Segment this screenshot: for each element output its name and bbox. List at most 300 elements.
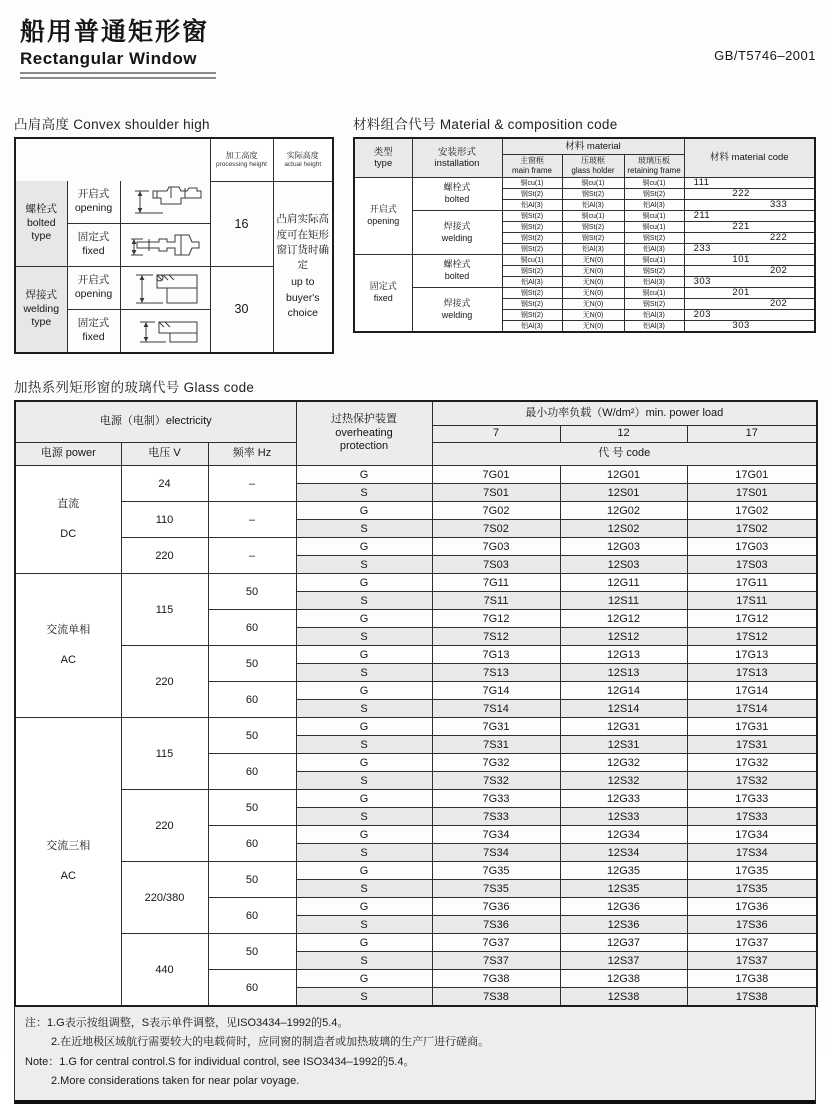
- glass-code-7-cell: 7G11: [432, 574, 560, 592]
- glass-holder-material-cell: 钢St(2): [562, 222, 624, 233]
- glass-code-17-cell: 17S35: [687, 880, 817, 898]
- material-install-cell: 螺栓式 bolted: [412, 178, 502, 211]
- main-frame-material-cell: 铝Al(3): [502, 277, 562, 288]
- main-frame-material-cell: 钢St(2): [502, 222, 562, 233]
- glass-code-17-cell: 17G34: [687, 826, 817, 844]
- material-header-type: [354, 138, 412, 178]
- glass-code-12-cell: 12S32: [560, 772, 687, 790]
- glass-power-cell: 交流单相 AC: [15, 574, 121, 718]
- glass-protection-cell: S: [296, 916, 432, 934]
- glass-row: [15, 502, 817, 520]
- title-underline: [20, 72, 216, 79]
- fixed-mode-cell: [67, 224, 120, 267]
- retaining-frame-label-en: retaining frame: [627, 166, 681, 175]
- glass-code-table: [14, 400, 818, 1007]
- glass-code-12-cell: 12G12: [560, 610, 687, 628]
- glass-code-17-cell: 17G37: [687, 934, 817, 952]
- convex-section-title: 凸肩高度 Convex shoulder high: [14, 117, 210, 132]
- bolted-opening-diagram: [120, 181, 210, 224]
- glass-protection-cell: S: [296, 880, 432, 898]
- glass-protection-cell: G: [296, 790, 432, 808]
- glass-protection-cell: G: [296, 502, 432, 520]
- glass-code-17-cell: 17S33: [687, 808, 817, 826]
- protection-label-en2: protection: [339, 440, 389, 453]
- fixed-label-en: fixed: [82, 245, 105, 257]
- note-line-zh-1: 注：1.G表示按组调整，S表示单件调整，见ISO3434–1992的5.4。: [25, 1017, 349, 1029]
- glass-code-17-cell: 17S31: [687, 736, 817, 754]
- glass-code-7-cell: 7S37: [432, 952, 560, 970]
- material-code-value: 202: [684, 299, 815, 310]
- glass-code-12-cell: 12G32: [560, 754, 687, 772]
- glass-holder-material-cell: 钢St(2): [562, 189, 624, 200]
- glass-code-17-cell: 17S14: [687, 700, 817, 718]
- glass-code-12-cell: 12S02: [560, 520, 687, 538]
- main-frame-material-cell: 铝Al(3): [502, 200, 562, 211]
- glass-code-17-cell: 17S38: [687, 988, 817, 1007]
- title-block: [14, 10, 216, 79]
- material-row: [354, 211, 815, 222]
- glass-code-12-cell: 12S36: [560, 916, 687, 934]
- glass-code-7-cell: 7S34: [432, 844, 560, 862]
- note-line-zh-2: 2.在近地极区域航行需要较大的电载荷时，应同窗的制造者或加热玻璃的生产厂进行磋商。: [51, 1036, 490, 1049]
- main-frame-material-cell: 铜cu(1): [502, 178, 562, 189]
- glass-row: [15, 862, 817, 880]
- glass-code-12-cell: 12S12: [560, 628, 687, 646]
- glass-code-12-cell: 12S35: [560, 880, 687, 898]
- welding-type-en: welding type: [23, 302, 60, 329]
- glass-row: [15, 718, 817, 736]
- glass-protection-cell: S: [296, 700, 432, 718]
- retaining-frame-material-cell: 铝Al(3): [624, 310, 684, 321]
- glass-code-12-cell: 12S03: [560, 556, 687, 574]
- glass-protection-cell: S: [296, 628, 432, 646]
- fixed-mode-cell: [67, 310, 120, 354]
- glass-code-12-cell: 12S13: [560, 664, 687, 682]
- glass-row: [15, 790, 817, 808]
- glass-code-7-cell: 7G14: [432, 682, 560, 700]
- material-type-cell: 开启式 opening: [354, 178, 412, 255]
- opening-mode-cell: [67, 267, 120, 310]
- material-install-cell: 焊接式 welding: [412, 211, 502, 255]
- glass-code-12-cell: 12G37: [560, 934, 687, 952]
- glass-code-12-cell: 12G02: [560, 502, 687, 520]
- glass-protection-cell: S: [296, 844, 432, 862]
- glass-protection-cell: S: [296, 556, 432, 574]
- material-header-material: 材料 material: [502, 138, 684, 155]
- glass-code-12-cell: 12G33: [560, 790, 687, 808]
- opening-mode-cell: [67, 181, 120, 224]
- convex-header-actual: [273, 138, 333, 181]
- glass-code-7-cell: 7S36: [432, 916, 560, 934]
- material-header-glass-holder: [562, 155, 624, 178]
- processing-height-label-zh: 加工高度: [225, 150, 258, 160]
- convex-section: [14, 113, 335, 354]
- glass-protection-cell: G: [296, 898, 432, 916]
- glass-header-code: 代 号 code: [432, 443, 817, 466]
- welding-type-zh: 焊接式: [25, 289, 57, 302]
- glass-code-17-cell: 17G31: [687, 718, 817, 736]
- bolted-type-cell: [15, 181, 67, 267]
- glass-code-7-cell: 7S13: [432, 664, 560, 682]
- retaining-frame-material-cell: 铜cu(1): [624, 178, 684, 189]
- actual-height-note-cell: [273, 181, 333, 353]
- glass-header-frequency: 频率 Hz: [208, 443, 296, 466]
- glass-protection-cell: G: [296, 538, 432, 556]
- welding-height-value: 30: [210, 267, 273, 354]
- glass-row: [15, 934, 817, 952]
- glass-row: [15, 538, 817, 556]
- glass-frequency-cell: 60: [208, 754, 296, 790]
- glass-code-17-cell: 17G32: [687, 754, 817, 772]
- material-code-value: 221: [684, 222, 815, 233]
- glass-protection-cell: S: [296, 808, 432, 826]
- glass-protection-cell: G: [296, 718, 432, 736]
- glass-protection-cell: G: [296, 754, 432, 772]
- retaining-frame-label-zh: 玻璃压板: [638, 156, 670, 166]
- glass-code-7-cell: 7G34: [432, 826, 560, 844]
- glass-code-17-cell: 17S13: [687, 664, 817, 682]
- retaining-frame-material-cell: 钢St(2): [624, 189, 684, 200]
- material-header-main-frame: [502, 155, 562, 178]
- main-frame-material-cell: 铝Al(3): [502, 321, 562, 333]
- opening-label-en: opening: [74, 288, 113, 300]
- glass-code-12-cell: 12S31: [560, 736, 687, 754]
- bolted-type-en: bolted type: [26, 216, 56, 243]
- glass-header-load-17: 17: [687, 426, 817, 443]
- glass-protection-cell: S: [296, 772, 432, 790]
- glass-code-7-cell: 7G03: [432, 538, 560, 556]
- glass-voltage-cell: 110: [121, 502, 208, 538]
- glass-header-min-power-load: 最小功率负载（W/dm²）min. power load: [432, 401, 817, 426]
- glass-code-12-cell: 12S14: [560, 700, 687, 718]
- material-code-value: 303: [684, 277, 815, 288]
- page-title-en: Rectangular Window: [20, 49, 197, 68]
- glass-code-7-cell: 7G35: [432, 862, 560, 880]
- glass-code-section: [14, 376, 816, 1104]
- glass-code-7-cell: 7G33: [432, 790, 560, 808]
- main-frame-material-cell: 钢St(2): [502, 233, 562, 244]
- fixed-label-zh: 固定式: [77, 317, 110, 330]
- glass-code-7-cell: 7G12: [432, 610, 560, 628]
- glass-code-17-cell: 17G14: [687, 682, 817, 700]
- retaining-frame-material-cell: 钢St(2): [624, 233, 684, 244]
- main-frame-label-en: main frame: [511, 166, 552, 175]
- main-frame-material-cell: 钢St(2): [502, 189, 562, 200]
- glass-holder-material-cell: 铝Al(3): [562, 200, 624, 211]
- glass-code-12-cell: 12S11: [560, 592, 687, 610]
- material-header-installation: [412, 138, 502, 178]
- glass-code-17-cell: 17S37: [687, 952, 817, 970]
- glass-header-protection: [296, 401, 432, 466]
- glass-code-12-cell: 12G31: [560, 718, 687, 736]
- notes-box: [14, 1007, 816, 1104]
- glass-code-7-cell: 7G38: [432, 970, 560, 988]
- glass-voltage-cell: 220/380: [121, 862, 208, 934]
- glass-code-17-cell: 17G11: [687, 574, 817, 592]
- glass-holder-material-cell: 无N(0): [562, 266, 624, 277]
- fixed-label-en: fixed: [82, 331, 105, 343]
- glass-code-7-cell: 7G13: [432, 646, 560, 664]
- glass-holder-label-en: glass holder: [571, 166, 615, 175]
- glass-protection-cell: S: [296, 484, 432, 502]
- glass-frequency-cell: 60: [208, 898, 296, 934]
- glass-protection-cell: G: [296, 466, 432, 484]
- glass-holder-label-zh: 压玻框: [581, 156, 605, 166]
- material-install-cell: 螺栓式 bolted: [412, 255, 502, 288]
- glass-code-12-cell: 12S38: [560, 988, 687, 1007]
- bolted-type-zh: 螺栓式: [25, 203, 57, 216]
- glass-frequency-cell: 50: [208, 862, 296, 898]
- glass-header-voltage: 电压 V: [121, 443, 208, 466]
- main-frame-material-cell: 铜cu(1): [502, 255, 562, 266]
- glass-frequency-cell: 60: [208, 826, 296, 862]
- glass-code-7-cell: 7S31: [432, 736, 560, 754]
- glass-protection-cell: S: [296, 736, 432, 754]
- material-row: [354, 288, 815, 299]
- glass-code-17-cell: 17G02: [687, 502, 817, 520]
- glass-code-7-cell: 7S32: [432, 772, 560, 790]
- glass-frequency-cell: –: [208, 502, 296, 538]
- glass-frequency-cell: –: [208, 466, 296, 502]
- glass-code-17-cell: 17S03: [687, 556, 817, 574]
- glass-holder-material-cell: 铜cu(1): [562, 178, 624, 189]
- material-code-value: 233: [684, 244, 815, 255]
- welding-opening-diagram: [120, 267, 210, 310]
- glass-code-12-cell: 12S33: [560, 808, 687, 826]
- glass-code-12-cell: 12S01: [560, 484, 687, 502]
- glass-code-7-cell: 7S03: [432, 556, 560, 574]
- glass-code-17-cell: 17S34: [687, 844, 817, 862]
- glass-power-cell: 直流 DC: [15, 466, 121, 574]
- glass-holder-material-cell: 无N(0): [562, 288, 624, 299]
- material-row: [354, 178, 815, 189]
- processing-height-label-en: processing height: [216, 160, 267, 168]
- glass-code-12-cell: 12G13: [560, 646, 687, 664]
- glass-code-17-cell: 17G35: [687, 862, 817, 880]
- glass-holder-material-cell: 无N(0): [562, 255, 624, 266]
- bolted-fixed-diagram: [120, 224, 210, 267]
- opening-label-en: opening: [74, 202, 113, 214]
- glass-frequency-cell: 50: [208, 718, 296, 754]
- glass-code-17-cell: 17G33: [687, 790, 817, 808]
- convex-header-processing: [210, 138, 273, 181]
- main-frame-material-cell: 钢St(2): [502, 288, 562, 299]
- material-code-value: 303: [684, 321, 815, 333]
- glass-protection-cell: S: [296, 520, 432, 538]
- glass-code-7-cell: 7G36: [432, 898, 560, 916]
- opening-label-zh: 开启式: [77, 188, 110, 201]
- installation-label-zh: 安装形式: [437, 146, 476, 158]
- material-section: [353, 113, 816, 333]
- glass-section-title: 加热系列矩形窗的玻璃代号 Glass code: [14, 380, 255, 395]
- glass-code-12-cell: 12G11: [560, 574, 687, 592]
- page-header: [14, 10, 816, 79]
- protection-label-zh: 过热保护装置: [331, 412, 397, 425]
- fixed-label-zh: 固定式: [77, 231, 110, 244]
- glass-protection-cell: G: [296, 610, 432, 628]
- material-install-cell: 焊接式 welding: [412, 288, 502, 333]
- glass-holder-material-cell: 无N(0): [562, 277, 624, 288]
- glass-code-17-cell: 17S02: [687, 520, 817, 538]
- glass-code-17-cell: 17S36: [687, 916, 817, 934]
- opening-label-zh: 开启式: [77, 274, 110, 287]
- glass-header-power: 电源 power: [15, 443, 121, 466]
- retaining-frame-material-cell: 铜cu(1): [624, 288, 684, 299]
- glass-code-17-cell: 17G01: [687, 466, 817, 484]
- glass-frequency-cell: 50: [208, 790, 296, 826]
- page-title-zh: 船用普通矩形窗: [20, 18, 210, 46]
- glass-code-7-cell: 7S12: [432, 628, 560, 646]
- material-section-title: 材料组合代号 Material & composition code: [353, 117, 618, 132]
- main-frame-material-cell: 钢St(2): [502, 266, 562, 277]
- convex-header-blank: [15, 138, 210, 181]
- glass-code-7-cell: 7S35: [432, 880, 560, 898]
- retaining-frame-material-cell: 铜cu(1): [624, 222, 684, 233]
- glass-protection-cell: G: [296, 862, 432, 880]
- material-code-value: 211: [684, 211, 815, 222]
- main-frame-material-cell: 钢St(2): [502, 244, 562, 255]
- main-frame-material-cell: 钢St(2): [502, 299, 562, 310]
- bolted-height-value: 16: [210, 181, 273, 267]
- retaining-frame-material-cell: 铝Al(3): [624, 244, 684, 255]
- glass-holder-material-cell: 无N(0): [562, 299, 624, 310]
- material-type-cell: 固定式 fixed: [354, 255, 412, 333]
- retaining-frame-material-cell: 铜cu(1): [624, 255, 684, 266]
- glass-holder-material-cell: 铝Al(3): [562, 244, 624, 255]
- protection-label-en1: overheating: [335, 426, 393, 439]
- glass-protection-cell: S: [296, 664, 432, 682]
- glass-frequency-cell: 60: [208, 610, 296, 646]
- actual-height-label-en: actual height: [284, 160, 322, 168]
- material-code-value: 101: [684, 255, 815, 266]
- glass-voltage-cell: 24: [121, 466, 208, 502]
- material-code-value: 201: [684, 288, 815, 299]
- glass-code-12-cell: 12S34: [560, 844, 687, 862]
- glass-code-7-cell: 7S14: [432, 700, 560, 718]
- actual-height-label-zh: 实际高度: [286, 150, 319, 160]
- glass-protection-cell: G: [296, 934, 432, 952]
- welding-type-cell: [15, 267, 67, 354]
- glass-code-7-cell: 7S33: [432, 808, 560, 826]
- retaining-frame-material-cell: 钢St(2): [624, 299, 684, 310]
- glass-code-7-cell: 7S11: [432, 592, 560, 610]
- welding-fixed-diagram: [120, 310, 210, 354]
- glass-protection-cell: G: [296, 970, 432, 988]
- glass-protection-cell: S: [296, 592, 432, 610]
- glass-code-7-cell: 7G02: [432, 502, 560, 520]
- installation-label-en: installation: [434, 158, 480, 169]
- glass-code-17-cell: 17S01: [687, 484, 817, 502]
- glass-code-7-cell: 7S02: [432, 520, 560, 538]
- material-code-table: [353, 137, 816, 333]
- note-line-en-2: 2.More considerations taken for near polar voyage.: [51, 1074, 300, 1087]
- actual-note-zh: 凸肩实际高度可在矩形窗订货时确定: [276, 213, 329, 272]
- material-code-value: 202: [684, 266, 815, 277]
- glass-voltage-cell: 220: [121, 538, 208, 574]
- glass-header-load-7: 7: [432, 426, 560, 443]
- glass-frequency-cell: 50: [208, 646, 296, 682]
- glass-holder-material-cell: 无N(0): [562, 321, 624, 333]
- glass-voltage-cell: 220: [121, 646, 208, 718]
- glass-frequency-cell: 60: [208, 970, 296, 1007]
- glass-code-12-cell: 12G38: [560, 970, 687, 988]
- glass-row: [15, 574, 817, 592]
- glass-frequency-cell: 50: [208, 934, 296, 970]
- material-code-value: 333: [684, 200, 815, 211]
- glass-code-17-cell: 17S12: [687, 628, 817, 646]
- retaining-frame-material-cell: 铜cu(1): [624, 211, 684, 222]
- glass-header-load-12: 12: [560, 426, 687, 443]
- glass-code-12-cell: 12G01: [560, 466, 687, 484]
- glass-holder-material-cell: 铜cu(1): [562, 211, 624, 222]
- glass-row: [15, 466, 817, 484]
- material-code-value: 222: [684, 189, 815, 200]
- glass-code-7-cell: 7G01: [432, 466, 560, 484]
- glass-code-7-cell: 7S01: [432, 484, 560, 502]
- glass-code-17-cell: 17G38: [687, 970, 817, 988]
- glass-protection-cell: G: [296, 646, 432, 664]
- retaining-frame-material-cell: 钢St(2): [624, 266, 684, 277]
- glass-power-cell: 交流三相 AC: [15, 718, 121, 1007]
- main-frame-material-cell: 钢St(2): [502, 211, 562, 222]
- glass-header-electricity: 电源（电制）electricity: [15, 401, 296, 443]
- glass-code-17-cell: 17G12: [687, 610, 817, 628]
- type-label-en: type: [374, 158, 393, 169]
- type-label-zh: 类型: [373, 146, 393, 158]
- retaining-frame-material-cell: 铝Al(3): [624, 200, 684, 211]
- glass-holder-material-cell: 无N(0): [562, 310, 624, 321]
- actual-note-en: up to buyer's choice: [285, 276, 320, 319]
- glass-voltage-cell: 115: [121, 574, 208, 646]
- glass-code-17-cell: 17S32: [687, 772, 817, 790]
- glass-protection-cell: G: [296, 574, 432, 592]
- glass-protection-cell: S: [296, 952, 432, 970]
- material-code-value: 111: [684, 178, 815, 189]
- glass-code-12-cell: 12G14: [560, 682, 687, 700]
- main-frame-material-cell: 钢St(2): [502, 310, 562, 321]
- retaining-frame-material-cell: 铝Al(3): [624, 277, 684, 288]
- glass-code-17-cell: 17G36: [687, 898, 817, 916]
- glass-voltage-cell: 115: [121, 718, 208, 790]
- standard-code: GB/T5746–2001: [714, 48, 816, 63]
- glass-code-12-cell: 12G36: [560, 898, 687, 916]
- material-row: [354, 255, 815, 266]
- glass-frequency-cell: –: [208, 538, 296, 574]
- glass-code-12-cell: 12G03: [560, 538, 687, 556]
- glass-code-12-cell: 12G34: [560, 826, 687, 844]
- glass-code-12-cell: 12S37: [560, 952, 687, 970]
- glass-protection-cell: S: [296, 988, 432, 1007]
- note-line-en-1: Note：1.G for central control.S for individual control, see ISO3434–1992的5.4。: [25, 1055, 415, 1068]
- upper-tables-band: [14, 113, 816, 354]
- material-header-code: 材料 material code: [684, 138, 815, 178]
- convex-shoulder-table: [14, 137, 334, 354]
- material-header-retaining-frame: [624, 155, 684, 178]
- glass-protection-cell: G: [296, 826, 432, 844]
- glass-code-7-cell: 7S38: [432, 988, 560, 1007]
- glass-code-17-cell: 17G03: [687, 538, 817, 556]
- material-code-value: 203: [684, 310, 815, 321]
- material-code-value: 222: [684, 233, 815, 244]
- glass-protection-cell: G: [296, 682, 432, 700]
- main-frame-label-zh: 主窗框: [520, 156, 544, 166]
- glass-code-7-cell: 7G37: [432, 934, 560, 952]
- glass-code-7-cell: 7G31: [432, 718, 560, 736]
- glass-holder-material-cell: 钢St(2): [562, 233, 624, 244]
- glass-frequency-cell: 60: [208, 682, 296, 718]
- glass-voltage-cell: 220: [121, 790, 208, 862]
- glass-frequency-cell: 50: [208, 574, 296, 610]
